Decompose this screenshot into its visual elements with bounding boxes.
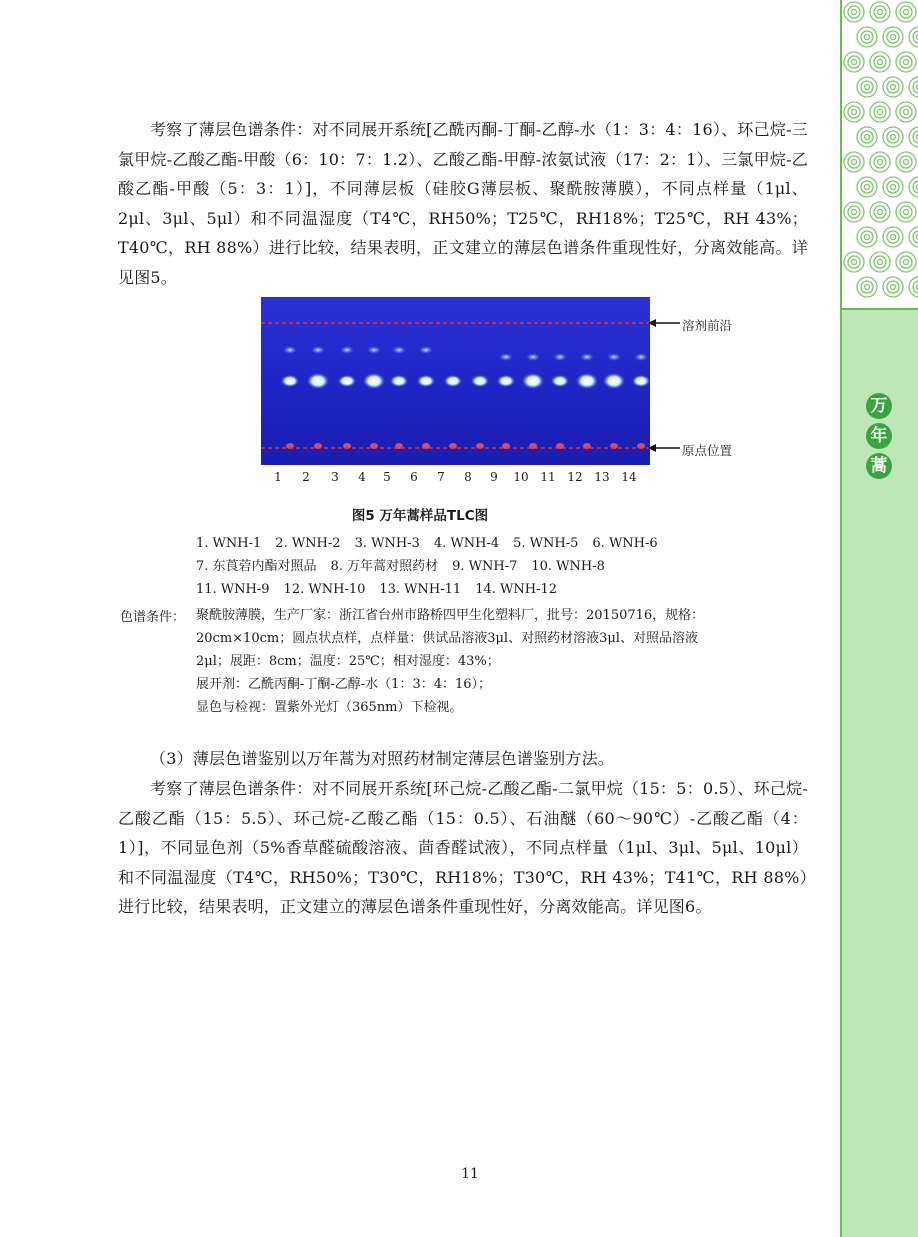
- legend-item: 12. WNH-10: [283, 582, 366, 597]
- lane-numbers: [0, 470, 840, 486]
- paragraph-tlc-conditions-2: 考察了薄层色谱条件：对不同展开系统[环己烷-乙酸乙酯-二氯甲烷（15：5：0.5）、环己烷-乙酸乙酯（15：5.5）、环己烷-乙酸乙酯（15：0.5）、石油醚（60～90℃）-乙酸乙酯（4：1）]，不同显色剂（5%香草醛硫酸溶液、茴香醛试液），不同点样量（1μl、3μl、5μl、10μl）和不同温湿度（T4℃，RH50%；T30℃，RH18%；T30℃，RH 43%；T41℃，RH 88%）进行比较，结果表明，正文建立的薄层色谱条件重现性好，分离效能高。详见图6。: [118, 779, 808, 916]
- tlc-main-spot: [551, 375, 569, 387]
- tlc-main-spot: [576, 373, 598, 389]
- tlc-main-spot: [390, 375, 408, 387]
- tlc-upper-spot: [283, 346, 297, 354]
- legend-row-1: [196, 532, 816, 555]
- legend-item: 14. WNH-12: [475, 582, 558, 597]
- tlc-upper-spot: [499, 353, 513, 361]
- paragraph-section-3-heading: （3）薄层色谱鉴别以万年蒿为对照药材制定薄层色谱鉴别方法。: [150, 749, 614, 768]
- tlc-main-spot: [444, 375, 462, 387]
- lane-number: 9: [490, 470, 498, 484]
- legend-item: 9. WNH-7: [452, 559, 518, 574]
- figure-legend: [196, 532, 816, 601]
- side-band-title: [862, 393, 896, 483]
- legend-item: 5. WNH-5: [513, 536, 579, 551]
- cloud-pattern-decoration: [842, 0, 918, 310]
- lane-number: 4: [358, 470, 366, 484]
- solvent-front-label: 溶剂前沿: [682, 318, 733, 333]
- tlc-upper-spot: [526, 353, 540, 361]
- tlc-upper-spot: [553, 353, 567, 361]
- conditions-line: 展开剂：乙酰丙酮-丁酮-乙醇-水（1：3：4：16）；: [196, 677, 492, 692]
- tlc-upper-spot: [419, 346, 433, 354]
- origin-label: 原点位置: [682, 443, 733, 458]
- tlc-main-spot: [632, 375, 650, 387]
- conditions-label: 色谱条件：: [120, 610, 186, 625]
- conditions-line: 20cm×10cm；圆点状点样，点样量：供试品溶液3μl、对照药材溶液3μl、对照品溶液: [196, 631, 698, 646]
- tlc-upper-spot: [634, 353, 648, 361]
- band-char-1: 万: [866, 393, 892, 419]
- conditions-text: [196, 604, 804, 719]
- lane-number: 2: [302, 470, 310, 484]
- lane-number: 11: [540, 470, 556, 484]
- legend-item: 2. WNH-2: [275, 536, 341, 551]
- tlc-main-spot: [522, 373, 544, 389]
- lane-number: 13: [594, 470, 610, 484]
- lane-number: 1: [274, 470, 282, 484]
- lane-number: 10: [513, 470, 529, 484]
- tlc-upper-spot: [392, 346, 406, 354]
- tlc-main-spot: [338, 375, 356, 387]
- tlc-main-spot: [281, 375, 299, 387]
- lane-number: 12: [567, 470, 583, 484]
- legend-item: 1. WNH-1: [196, 536, 262, 551]
- lane-number: 14: [621, 470, 637, 484]
- tlc-main-spot: [471, 375, 489, 387]
- legend-item: 13. WNH-11: [379, 582, 462, 597]
- tlc-main-spot: [417, 375, 435, 387]
- legend-item: 8. 万年蒿对照药材: [330, 559, 439, 574]
- swirl-pattern-icon: [842, 0, 918, 308]
- legend-item: 11. WNH-9: [196, 582, 270, 597]
- lane-number: 8: [464, 470, 472, 484]
- lane-number: 3: [331, 470, 339, 484]
- tlc-main-spot: [363, 373, 385, 389]
- tlc-upper-spot: [607, 353, 621, 361]
- conditions-line: 聚酰胺薄膜，生产厂家：浙江省台州市路桥四甲生化塑料厂，批号：20150716，规格：: [196, 608, 705, 623]
- legend-item: 4. WNH-4: [433, 536, 500, 551]
- conditions-line: 2μl；展距：8cm；温度：25℃；相对湿度：43%；: [196, 654, 500, 669]
- figure-caption: 图5 万年蒿样品TLC图: [351, 508, 489, 524]
- legend-item: 6. WNH-6: [592, 536, 658, 551]
- solvent-front-arrow-icon: [648, 316, 682, 330]
- tlc-main-spot: [497, 375, 515, 387]
- band-char-3: 蒿: [866, 453, 892, 479]
- side-band: [840, 0, 918, 1237]
- legend-item: 10. WNH-8: [531, 559, 605, 574]
- legend-item: 3. WNH-3: [354, 536, 420, 551]
- lane-number: 5: [383, 470, 391, 484]
- page-number: 11: [461, 1166, 479, 1182]
- tlc-main-spot: [307, 373, 329, 389]
- origin-arrow-icon: [648, 441, 682, 455]
- band-char-2: 年: [866, 423, 892, 449]
- tlc-main-spot: [603, 373, 625, 389]
- legend-item: 7. 东莨菪内酯对照品: [196, 559, 317, 574]
- lane-number: 7: [437, 470, 445, 484]
- legend-row-3: [196, 578, 816, 601]
- tlc-plate-image: [261, 297, 650, 465]
- conditions-line: 显色与检视：置紫外光灯（365nm）下检视。: [196, 700, 463, 715]
- tlc-upper-spot: [340, 346, 354, 354]
- legend-row-2: [196, 555, 816, 578]
- tlc-upper-spot: [367, 346, 381, 354]
- paragraph-tlc-conditions: 考察了薄层色谱条件：对不同展开系统[乙酰丙酮-丁酮-乙醇-水（1：3：4：16）、环己烷-三氯甲烷-乙酸乙酯-甲酸（6：10：7：1.2）、乙酸乙酯-甲醇-浓氨试液（17：2：1）、三氯甲烷-乙酸乙酯-甲酸（5：3：1）]，不同薄层板（硅胶G薄层板、聚酰胺薄膜），不同点样量（1μl、2μl、3μl、5μl）和不同温湿度（T4℃，RH50%；T25℃，RH18%；T25℃，RH 43%；T40℃，RH 88%）进行比较，结果表明，正文建立的薄层色谱条件重现性好，分离效能高。详见图5。: [118, 120, 808, 287]
- tlc-upper-spot: [311, 346, 325, 354]
- lane-number: 6: [410, 470, 418, 484]
- tlc-upper-spot: [580, 353, 594, 361]
- tlc-plate-svg: [261, 297, 650, 465]
